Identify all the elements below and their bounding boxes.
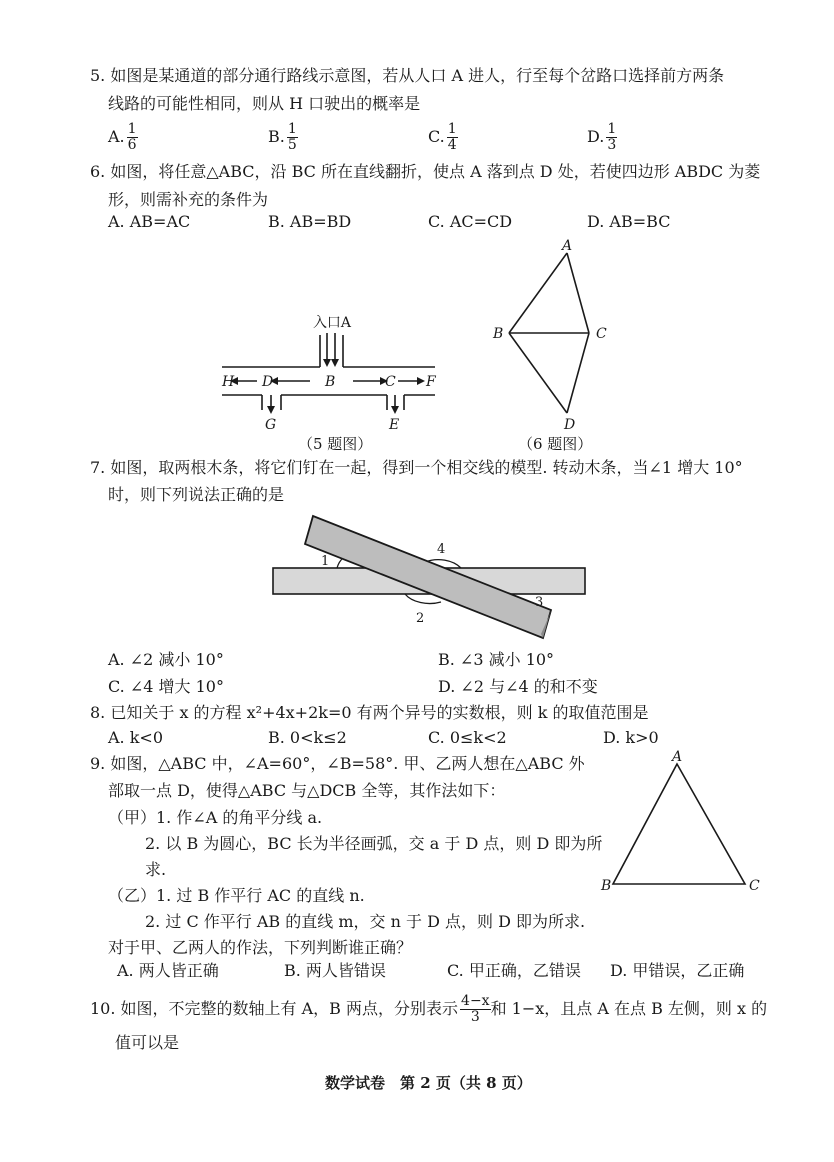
fig6-label-a: A — [562, 238, 573, 254]
q9-label-c: C — [749, 878, 760, 894]
option-label: C. — [428, 127, 445, 146]
q9-yi-step1: （乙）1. 过 B 作平行 AC 的直线 n. — [108, 886, 365, 905]
q10-stem-part1: 10. 如图，不完整的数轴上有 A，B 两点，分别表示 — [90, 999, 459, 1018]
fig5-caption: （5 题图） — [298, 435, 373, 453]
fig6-label-d: D — [564, 417, 576, 433]
q9-jia-step2: 2. 以 B 为圆心，BC 长为半径画弧，交 a 于 D 点，则 D 即为所 — [145, 834, 603, 853]
fig5-label-d: D — [262, 374, 274, 390]
q9-jia-step1: （甲）1. 作∠A 的角平分线 a. — [108, 808, 323, 827]
angle-4-label: 4 — [437, 542, 446, 557]
q9-option-d[interactable]: D. 甲错误，乙正确 — [610, 961, 745, 980]
page-footer: 数学试卷 第 2 页（共 8 页） — [325, 1074, 532, 1092]
q5-stem-line1: 5. 如图是某通道的部分通行路线示意图，若从人口 A 进人，行至每个岔路口选择前方两条 — [90, 66, 725, 85]
fraction: $\frac{1}{6}$ — [127, 121, 137, 153]
fig6-label-c: C — [596, 326, 607, 342]
fraction: $\frac{1}{4}$ — [447, 121, 457, 153]
angle-2-label: 2 — [416, 611, 425, 626]
q10-stem-line2: 值可以是 — [115, 1033, 180, 1052]
q5-option-d[interactable] — [587, 122, 617, 153]
q8-option-c[interactable]: C. 0≤k<2 — [428, 728, 507, 747]
fig6-triangle-diagram — [485, 235, 625, 435]
fig5-entrance-label: 入口A — [312, 315, 352, 331]
fig5-label-c: C — [385, 374, 396, 390]
q7-option-b[interactable]: B. ∠3 减小 10° — [438, 650, 555, 669]
q10-fraction: $\frac{4-x}{3}$ — [461, 993, 490, 1025]
q8-option-a[interactable]: A. k<0 — [108, 728, 164, 747]
q5-stem-line2: 线路的可能性相同，则从 H 口驶出的概率是 — [108, 94, 421, 113]
q5-option-b[interactable] — [268, 122, 298, 153]
q9-option-c[interactable]: C. 甲正确，乙错误 — [447, 961, 581, 980]
q9-label-b: B — [601, 878, 612, 894]
q7-stem-line1: 7. 如图，取两根木条，将它们钉在一起，得到一个相交线的模型. 转动木条，当∠1 增大 10° — [90, 458, 743, 477]
q6-option-d[interactable]: D. AB=BC — [587, 212, 671, 231]
angle-1-label: 1 — [321, 554, 330, 569]
q8-option-d[interactable]: D. k>0 — [603, 728, 659, 747]
q6-stem-line1: 6. 如图，将任意△ABC，沿 BC 所在直线翻折，使点 A 落到点 D 处，若使四边形 ABDC 为菱 — [90, 162, 761, 181]
q8-option-b[interactable]: B. 0<k≤2 — [268, 728, 347, 747]
q9-stem-line2: 部取一点 D，使得△ABC 与△DCB 全等，其作法如下： — [108, 781, 506, 800]
q5-option-a[interactable] — [108, 122, 138, 153]
q9-stem-line1: 9. 如图，△ABC 中，∠A=60°，∠B=58°. 甲、乙两人想在△ABC 外 — [90, 754, 585, 773]
q8-stem: 8. 已知关于 x 的方程 x²+4x+2k=0 有两个异号的实数根，则 k 的取值范围是 — [90, 703, 649, 722]
fig5-label-e: E — [389, 417, 400, 433]
fig6-caption: （6 题图） — [518, 435, 593, 453]
q6-option-a[interactable]: A. AB=AC — [108, 212, 191, 231]
q9-jia-step2-cont: 求. — [145, 860, 167, 879]
q7-option-c[interactable]: C. ∠4 增大 10° — [108, 677, 224, 696]
q9-yi-step2: 2. 过 C 作平行 AB 的直线 m，交 n 于 D 点，则 D 即为所求. — [145, 912, 586, 931]
fig5-label-f: F — [426, 374, 436, 390]
q6-option-b[interactable]: B. AB=BD — [268, 212, 352, 231]
fig5-label-g: G — [265, 417, 277, 433]
q7-stem-line2: 时，则下列说法正确的是 — [108, 485, 285, 504]
option-label: D. — [587, 127, 605, 146]
fig7-wooden-strips — [265, 510, 595, 645]
q9-triangle-abc — [595, 748, 775, 898]
q7-option-d[interactable]: D. ∠2 与∠4 的和不变 — [438, 677, 598, 696]
fig5-label-b: B — [325, 374, 336, 390]
q7-option-a[interactable]: A. ∠2 减小 10° — [108, 650, 224, 669]
q5-option-c[interactable] — [428, 122, 458, 153]
fraction: $\frac{1}{5}$ — [287, 121, 297, 153]
fig5-label-h: H — [222, 374, 235, 390]
q9-question: 对于甲、乙两人的作法，下列判断谁正确？ — [108, 938, 413, 957]
q6-stem-line2: 形，则需补充的条件为 — [108, 190, 269, 209]
fig6-label-b: B — [493, 326, 504, 342]
option-label: A. — [108, 127, 125, 146]
q9-option-b[interactable]: B. 两人皆错误 — [284, 961, 386, 980]
q9-label-a: A — [672, 749, 683, 765]
q10-stem-part2: 和 1−x，且点 A 在点 B 左侧，则 x 的 — [490, 999, 768, 1018]
angle-3-label: 3 — [535, 595, 544, 610]
q6-option-c[interactable]: C. AC=CD — [428, 212, 513, 231]
q9-option-a[interactable]: A. 两人皆正确 — [117, 961, 219, 980]
fraction: $\frac{1}{3}$ — [607, 121, 617, 153]
q10-stem-line1 — [90, 994, 767, 1025]
option-label: B. — [268, 127, 285, 146]
